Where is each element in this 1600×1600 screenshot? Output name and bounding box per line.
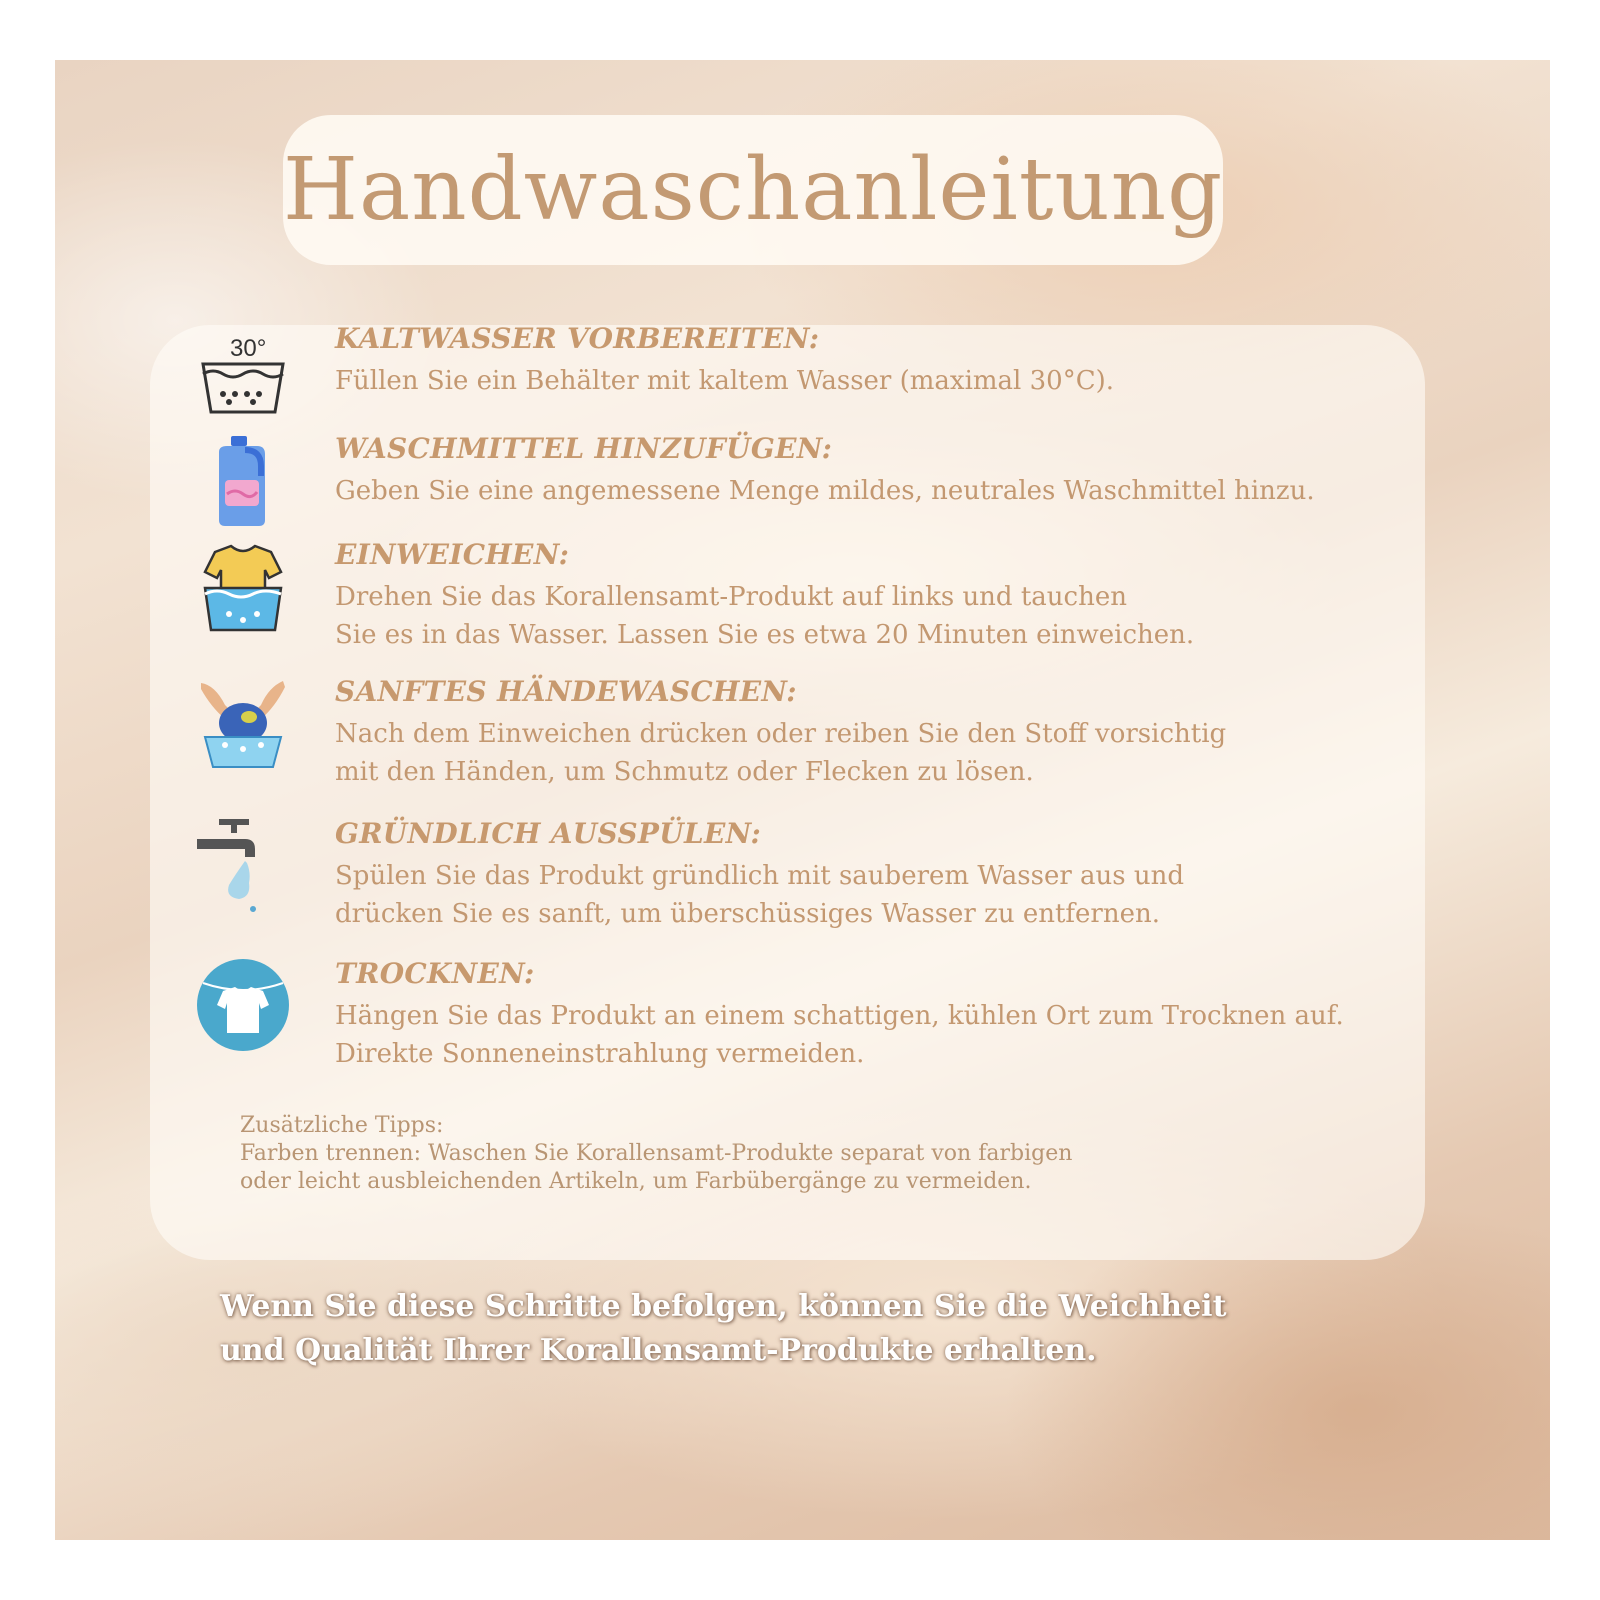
closing-line: und Qualität Ihrer Korallensamt-Produkte erhalten.: [220, 1333, 1097, 1368]
step-description: Füllen Sie ein Behälter mit kaltem Wasser (maximal 30°C).: [335, 366, 1115, 396]
closing-line: Wenn Sie diese Schritte befolgen, können Sie die Weichheit: [220, 1289, 1227, 1324]
closing-message: [220, 1285, 1320, 1373]
detergent-bottle-icon: [195, 432, 290, 527]
faucet-icon: [195, 817, 290, 912]
step-heading: SANFTES HÄNDEWASCHEN:: [335, 675, 797, 708]
hand-wash-icon: [195, 675, 290, 770]
step-heading: TROCKNEN:: [335, 957, 535, 990]
step-heading: KALTWASSER VORBEREITEN:: [335, 322, 820, 355]
background-image: [55, 60, 1550, 1540]
tips-line: oder leicht ausbleichenden Artikeln, um Farbübergänge zu vermeiden.: [240, 1169, 1032, 1194]
additional-tips: [240, 1112, 1240, 1196]
step-description: Hängen Sie das Produkt an einem schattigen, kühlen Ort zum Trocknen auf. Direkte Sonneneinstrahlung vermeiden.: [335, 1001, 1344, 1069]
step-description: Nach dem Einweichen drücken oder reiben Sie den Stoff vorsichtig mit den Händen, um Schmutz oder Flecken zu lösen.: [335, 719, 1227, 787]
step-heading: GRÜNDLICH AUSSPÜLEN:: [335, 817, 762, 850]
step-description: Geben Sie eine angemessene Menge mildes, neutrales Waschmittel hinzu.: [335, 476, 1315, 506]
drying-shirt-icon: [195, 957, 290, 1052]
step-description: Spülen Sie das Produkt gründlich mit sauberem Wasser aus und drücken Sie es sanft, um überschüssiges Wasser zu entfernen.: [335, 861, 1185, 929]
wash-basin-30-icon: [195, 322, 290, 417]
step-description: Drehen Sie das Korallensamt-Produkt auf links und tauchen Sie es in das Wasser. Lassen Sie es etwa 20 Minuten einweichen.: [335, 582, 1195, 650]
tips-label: Zusätzliche Tipps:: [240, 1113, 444, 1138]
shirt-in-water-icon: [195, 538, 290, 633]
step-heading: EINWEICHEN:: [335, 538, 570, 571]
step-heading: WASCHMITTEL HINZUFÜGEN:: [335, 432, 833, 465]
tips-line: Farben trennen: Waschen Sie Korallensamt-Produkte separat von farbigen: [240, 1141, 1073, 1166]
temperature-badge: 30°: [230, 335, 267, 362]
page-title: Handwaschanleitung: [283, 140, 1224, 240]
